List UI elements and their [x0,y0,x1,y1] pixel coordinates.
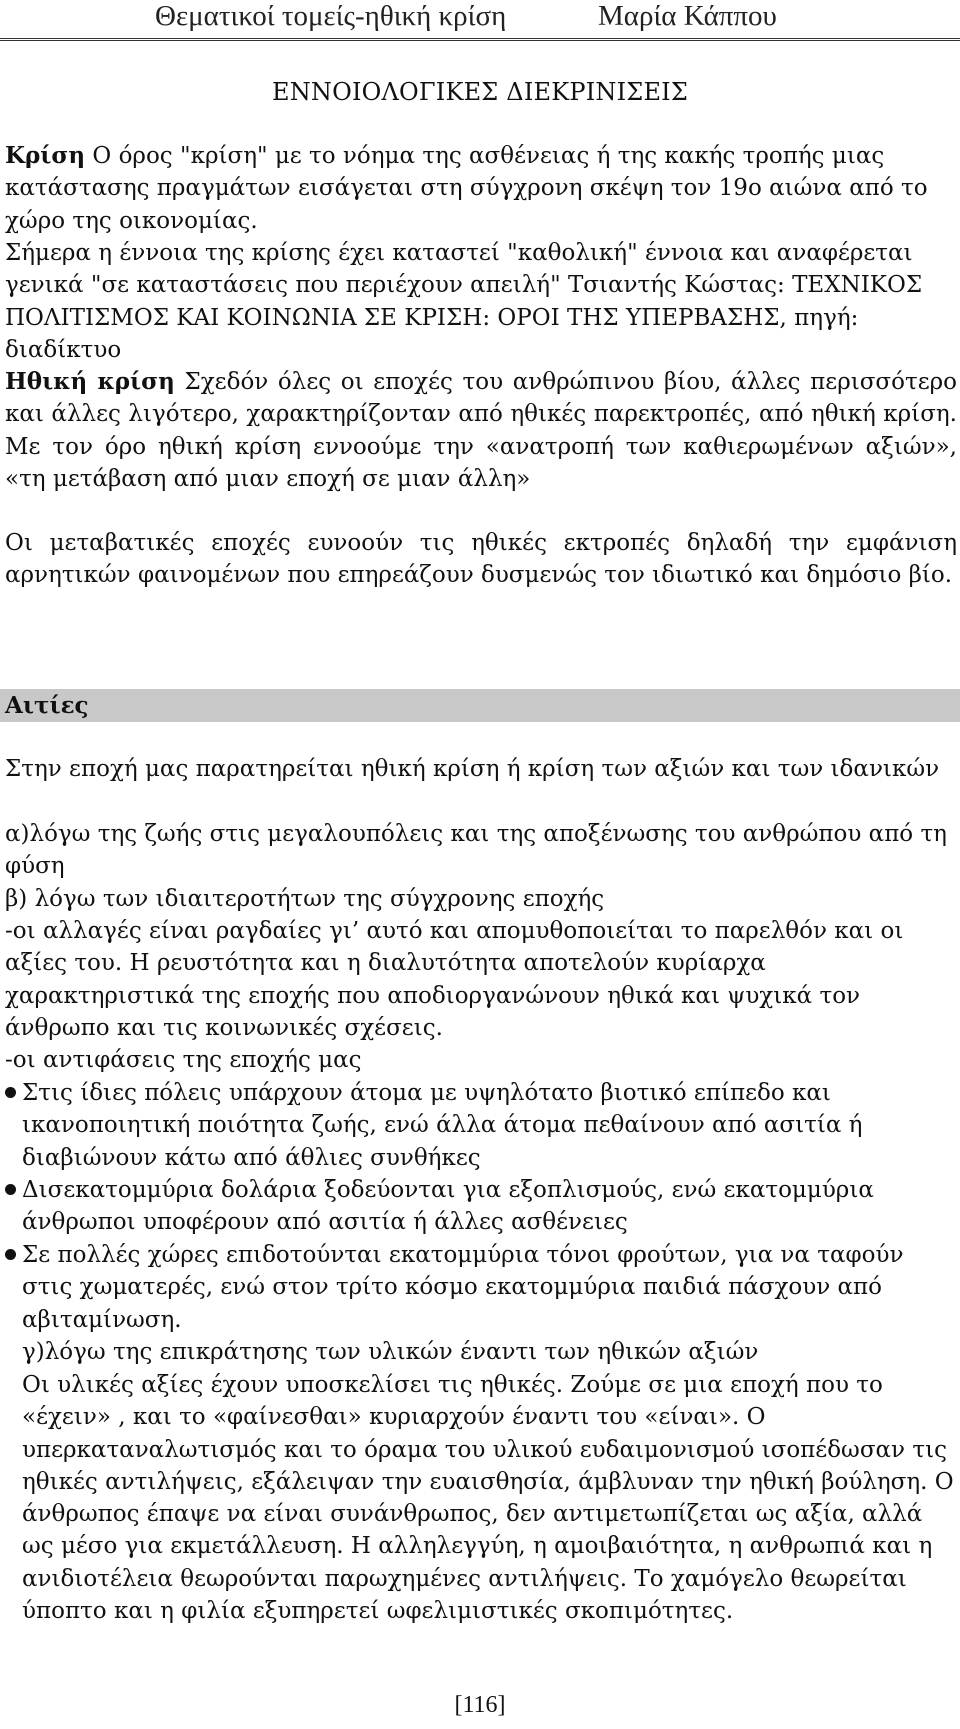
header-title: Θεματικοί τομείς-ηθική κρίση [155,0,507,32]
page-number: [116] [454,1692,506,1718]
ethiki-krisi-term: Ηθική κρίση [5,368,175,395]
page-header [0,0,960,41]
krisi-definition [5,140,957,237]
changes-paragraph: -οι αλλαγές είναι ραγδαίες γι’ αυτό και απομυθοποιείται το παρελθόν και οι αξίες του. Η ρευστότητα και η διαλυτότητα αποτελούν κυρίαρχα χαρακτηριστικά της εποχής που αποδιοργανώνουν ηθικά και ψυχικά τον άνθρωπο και τις κοινωνικές σχέσεις. [5,918,904,1041]
bullet-text: Σε πολλές χώρες επιδοτούνται εκατομμύρια τόνοι φρούτων, για να ταφούν στις χωματερές, ενώ στον τρίτο κόσμο εκατομμύρια παιδιά πάσχουν από αβιταμίνωση. [22,1242,904,1333]
ethiki-krisi-definition [5,366,957,495]
causes-intro: Στην εποχή μας παρατηρείται ηθική κρίση ή κρίση των αξιών και των ιδανικών [5,756,940,782]
bullet-icon [5,1184,16,1195]
section-header-bar [0,689,960,722]
krisi-term: Κρίση [5,142,86,169]
krisi-text: Ο όρος "κρίση" με το νόημα της ασθένειας ή της κακής τροπής μιας κατάστασης πραγμάτων εισάγεται στη σύγχρονη σκέψη τον 19ο αιώνα από το χώρο της οικονομίας. [5,143,928,234]
transitional-eras-paragraph: Οι μεταβατικές εποχές ευνοούν τις ηθικές εκτροπές δηλαδή την εμφάνιση αρνητικών φαινομένων που επηρεάζουν δυσμενώς τον ιδιωτικό και δημόσιο βίο. [5,530,957,589]
krisi-today-paragraph: Σήμερα η έννοια της κρίσης έχει καταστεί "καθολική" έννοια και αναφέρεται γενικά "σε καταστάσεις που περιέχουν απειλή" Τσιαντής Κώστας: ΤΕΧΝΙΚΟΣ ΠΟΛΙΤΙΣΜΟΣ ΚΑΙ ΚΟΙΝΩΝΙΑ ΣΕ ΚΡΙΣΗ: ΟΡΟΙ ΤΗΣ ΥΠΕΡΒΑΣΗΣ, πηγή: διαδίκτυο [5,240,923,363]
contradictions-heading: -οι αντιφάσεις της εποχής μας [5,1047,362,1073]
bullet-text: Στις ίδιες πόλεις υπάρχουν άτομα με υψηλότατο βιοτικό επίπεδο και ικανοποιητική ποιότητα ζωής, ενώ άλλα άτομα πεθαίνουν από ασιτία ή διαβιώνουν κάτω από άθλιες συνθήκες [22,1080,863,1171]
document-title: ΕΝΝΟΙΟΛΟΓΙΚΕΣ ΔΙΕΚΡΙΝΙΣΕΙΣ [271,78,689,106]
bullet-text: Δισεκατομμύρια δολάρια ξοδεύονται για εξοπλισμούς, ενώ εκατομμύρια άνθρωποι υποφέρουν από ασιτία ή άλλες ασθένειες [22,1177,874,1236]
cause-c-paragraph: Οι υλικές αξίες έχουν υποσκελίσει τις ηθικές. Ζούμε σε μια εποχή που το «έχειν» , και το «φαίνεσθαι» κυριαρχούν έναντι του «είναι». Ο υπερκαταναλωτισμός και το όραμα του υλικού ευδαιμονισμού ισοπέδωσαν τις ηθικές αντιλήψεις, εξάλειψαν την ευαισθησία, άμβλυναν την ηθική βούληση. Ο άνθρωπος έπαψε να είναι συνάνθρωπος, δεν αντιμετωπίζεται ως αξία, αλλά ως μέσο για εκμετάλλευση. Η αλληλεγγύη, η αμοιβαιότητα, η ανθρωπιά και η ανιδιοτέλεια θεωρούνται παρωχημένες αντιλήψεις. Το χαμόγελο θεωρείται ύποπτο και η φιλία εξυπηρετεί ωφελιμιστικές σκοπιμότητες. [22,1372,954,1625]
section-title: Αιτίες [5,692,89,719]
cause-a: α)λόγω της ζωής στις μεγαλουπόλεις και της αποξένωσης του ανθρώπου από τη φύση [5,821,947,880]
cause-b: β) λόγω των ιδιαιτεροτήτων της σύγχρονης εποχής [5,886,605,912]
ethiki-krisi-text: Σχεδόν όλες οι εποχές του ανθρώπινου βίου, άλλες περισσότερο και άλλες λιγότερο, χαρακτηρίζονταν από ηθικές παρεκτροπές, από ηθική κρίση. Με τον όρο ηθική κρίση εννοούμε την «ανατροπή των καθιερωμένων αξιών», «τη μετάβαση από μιαν εποχή σε μιαν άλλη» [5,369,957,492]
bullet-icon [5,1087,16,1098]
cause-c: γ)λόγω της επικράτησης των υλικών έναντι των ηθικών αξιών [22,1339,759,1365]
bullet-icon [5,1249,16,1260]
header-author: Μαρία Κάππου [598,0,777,32]
